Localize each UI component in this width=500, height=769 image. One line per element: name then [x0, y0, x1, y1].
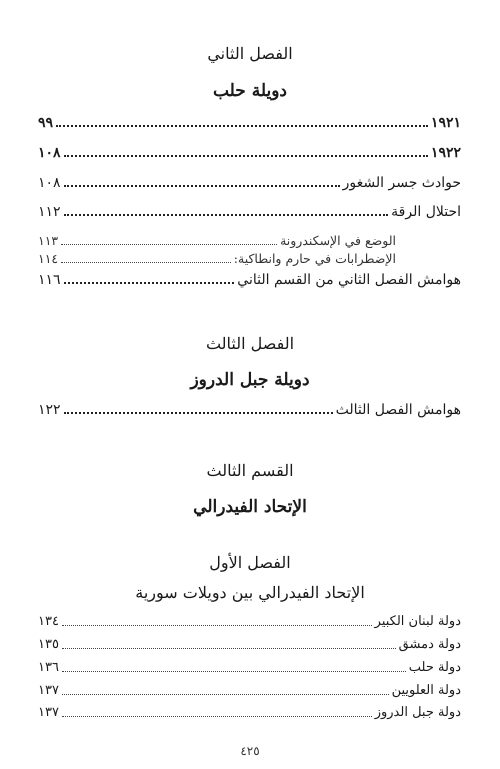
dot-leader — [64, 282, 235, 284]
toc-entry-page: ١٢٢ — [38, 402, 61, 418]
toc-entry-title: حوادث جسر الشغور — [342, 175, 461, 191]
toc-entry-page: ٩٩ — [38, 115, 54, 131]
dot-leader — [62, 648, 396, 649]
dot-leader — [62, 625, 372, 626]
chapter-subtitle: دويلة جبل الدروز — [190, 370, 310, 390]
toc-entry-title: دولة جبل الدروز — [374, 705, 461, 720]
toc-entry-page: ١١٤ — [38, 251, 59, 266]
dot-leader — [64, 412, 333, 414]
toc-entry-page: ١٣٤ — [38, 614, 59, 629]
toc-entry — [38, 399, 461, 419]
dot-leader — [56, 125, 428, 127]
page-number: ٤٢٥ — [240, 744, 260, 758]
toc-entry-title: دولة لبنان الكبير — [374, 614, 461, 629]
toc-entry-page: ١٣٧ — [38, 683, 59, 698]
toc-entry — [38, 634, 461, 654]
chapter-subtitle: الإتحاد الفيدرالي بين دويلات سورية — [135, 583, 365, 602]
dot-leader — [62, 671, 406, 672]
dot-leader — [64, 155, 428, 157]
dot-leader — [61, 244, 277, 245]
toc-entry-title: دولة العلويين — [391, 683, 461, 698]
dot-leader — [62, 694, 389, 695]
chapter-heading: الفصل الأول — [209, 553, 291, 572]
toc-entry — [38, 142, 461, 162]
toc-entry-title: ١٩٢١ — [430, 115, 461, 131]
toc-entry-title: احتلال الرقة — [391, 204, 461, 220]
toc-entry-title: دولة حلب — [408, 660, 461, 675]
toc-subentry — [38, 248, 426, 268]
chapter-heading: الفصل الثاني — [207, 44, 293, 63]
dot-leader — [64, 214, 389, 216]
part-heading: القسم الثالث — [206, 461, 294, 480]
chapter-subtitle: دويلة حلب — [212, 81, 287, 101]
toc-entry-page: ١١٢ — [38, 204, 61, 220]
toc-entry — [38, 269, 461, 289]
toc-entry-title: دولة دمشق — [398, 637, 461, 652]
toc-entry-page: ١٣٦ — [38, 660, 59, 675]
toc-entry — [38, 172, 461, 192]
toc-entry-title: ١٩٢٢ — [430, 145, 461, 161]
toc-entry — [38, 657, 461, 677]
toc-entry-title: الوضع في الإسكندرونة — [280, 233, 396, 248]
toc-entry-page: ١٠٨ — [38, 175, 61, 191]
dot-leader — [62, 716, 372, 717]
toc-entry-title: الإضطرابات في حارم وانطاكية: — [233, 251, 396, 266]
toc-entry-page: ١٣٧ — [38, 705, 59, 720]
toc-entry — [38, 702, 461, 722]
toc-entry — [38, 680, 461, 700]
toc-entry-page: ١٣٥ — [38, 637, 59, 652]
toc-entry-page: ١١٣ — [38, 233, 59, 248]
toc-entry — [38, 611, 461, 631]
toc-entry — [38, 201, 461, 221]
toc-entry-page: ١٠٨ — [38, 145, 61, 161]
toc-entry-page: ١١٦ — [38, 272, 61, 288]
toc-subentry — [38, 230, 426, 250]
toc-entry — [38, 112, 461, 132]
chapter-heading: الفصل الثالث — [205, 334, 295, 353]
toc-entry-title: هوامش الفصل الثالث — [335, 402, 461, 418]
toc-entry-title: هوامش الفصل الثاني من القسم الثاني — [237, 272, 461, 288]
dot-leader — [64, 185, 340, 187]
part-subtitle: الإتحاد الفيدرالي — [193, 497, 307, 517]
dot-leader — [61, 262, 231, 263]
